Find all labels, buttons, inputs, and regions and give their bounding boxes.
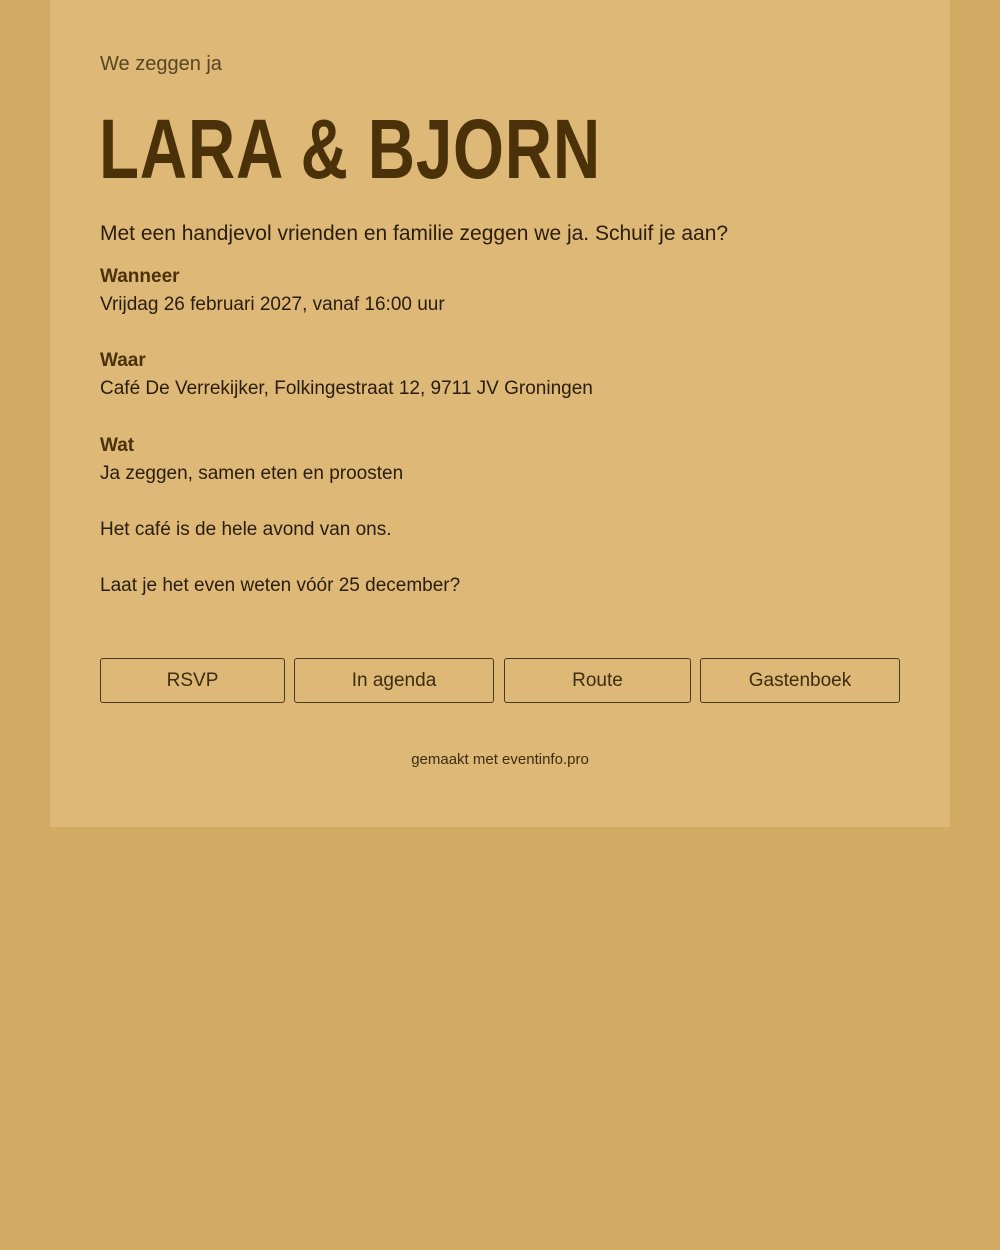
when-label: Wanneer bbox=[100, 266, 180, 287]
invitation-card bbox=[50, 0, 950, 827]
what-label: Wat bbox=[100, 435, 135, 456]
route-button[interactable]: Route bbox=[504, 658, 691, 703]
where-value: Café De Verrekijker, Folkingestraat 12, 9711 JV Groningen bbox=[100, 378, 593, 399]
what-value: Ja zeggen, samen eten en proosten bbox=[100, 463, 404, 484]
rsvp-button[interactable]: RSVP bbox=[100, 658, 285, 703]
venue-note: Het café is de hele avond van ons. bbox=[100, 519, 392, 540]
footer-credit[interactable]: gemaakt met eventinfo.pro bbox=[411, 751, 589, 768]
eyebrow-text: We zeggen ja bbox=[100, 53, 222, 75]
rsvp-deadline-note: Laat je het even weten vóór 25 december? bbox=[100, 575, 461, 596]
where-label: Waar bbox=[100, 350, 146, 371]
guestbook-button[interactable]: Gastenboek bbox=[700, 658, 900, 703]
when-value: Vrijdag 26 februari 2027, vanaf 16:00 uur bbox=[100, 294, 445, 315]
add-to-calendar-button[interactable]: In agenda bbox=[294, 658, 494, 703]
intro-text: Met een handjevol vrienden en familie zeggen we ja. Schuif je aan? bbox=[100, 222, 729, 245]
couple-title: LARA & BJORN bbox=[99, 102, 601, 196]
